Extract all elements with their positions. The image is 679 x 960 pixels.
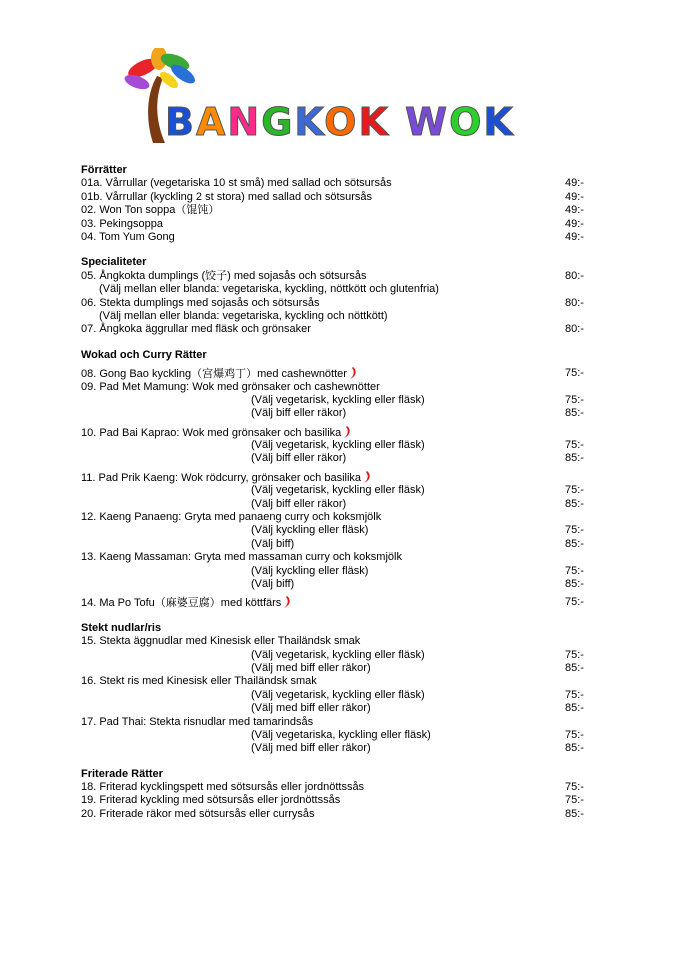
- menu-item-text: [81, 297, 319, 310]
- menu-item-text: [81, 426, 351, 440]
- menu-item-label: 16. Stekt ris med Kinesisk eller Thailändsk smak: [81, 675, 317, 688]
- menu-item-option: [81, 578, 601, 591]
- menu-item-text: [251, 565, 368, 578]
- restaurant-logo: [105, 48, 575, 148]
- menu-item-text: [251, 742, 371, 755]
- menu-item-option: [81, 498, 601, 511]
- menu-item-text: [81, 471, 371, 485]
- chili-spicy-icon: [349, 367, 357, 379]
- menu-item-price: 75:-: [565, 524, 584, 537]
- menu-item-label: (Välj vegetarisk, kyckling eller fläsk): [251, 439, 425, 452]
- menu-item-label: (Välj biff eller räkor): [251, 452, 347, 465]
- menu-item: [81, 511, 601, 524]
- menu-section: [81, 164, 601, 244]
- logo-letter: K: [358, 100, 390, 144]
- menu-item-option: [81, 407, 601, 420]
- menu-item-label: 01a. Vårrullar (vegetariska 10 st små) med sallad och sötsursås: [81, 177, 392, 190]
- logo-letter: B: [165, 100, 196, 144]
- menu-item-text: [251, 439, 425, 452]
- logo-text: [165, 100, 515, 144]
- menu-item-price: 75:-: [565, 688, 584, 701]
- menu-item-option: [81, 310, 601, 323]
- section-heading: Friterade Rätter: [81, 767, 163, 780]
- menu-item-label: 13. Kaeng Massaman: Gryta med massaman curry och koksmjölk: [81, 551, 402, 564]
- menu-item-option: [81, 742, 601, 755]
- menu-item-label: (Välj vegetariska, kyckling eller fläsk): [251, 728, 431, 741]
- section-heading: Stekt nudlar/ris: [81, 621, 162, 634]
- menu-item-label: (Välj kyckling eller fläsk): [251, 564, 369, 577]
- menu-item-price: 49:-: [565, 230, 584, 243]
- menu-item-label: 18. Friterad kycklingspett med sötsursås eller jordnöttssås: [81, 781, 365, 794]
- menu-item-text: [81, 675, 317, 688]
- menu-item-option: [81, 649, 601, 662]
- menu-item-price: 49:-: [565, 190, 584, 203]
- menu-item-text: [81, 781, 364, 794]
- menu-item-price: 49:-: [565, 204, 584, 217]
- menu-item-text: [81, 231, 175, 244]
- menu-item-text: [81, 794, 340, 807]
- menu-item-price: 85:-: [565, 807, 584, 820]
- menu-item-label: 01b. Vårrullar (kyckling 2 st stora) med sallad och sötsursås: [81, 190, 373, 203]
- chili-spicy-icon: [363, 471, 371, 483]
- menu-item-price: 75:-: [565, 393, 584, 406]
- menu-item-price: 75:-: [565, 781, 584, 794]
- menu-section: [81, 768, 601, 822]
- menu-item: [81, 426, 601, 439]
- menu-section: [81, 622, 601, 756]
- menu-item-text: [251, 394, 425, 407]
- menu-item-option: [81, 729, 601, 742]
- menu-item-label: 19. Friterad kyckling med sötsursås eller jordnöttssås: [81, 794, 341, 807]
- menu-item-label: (Välj kyckling eller fläsk): [251, 524, 369, 537]
- menu-item-label: 05. Ångkokta dumplings (饺子) med sojasås och sötsursås: [81, 269, 367, 282]
- menu-item-label: 10. Pad Bai Kaprao: Wok med grönsaker och basilika: [81, 426, 342, 439]
- menu-item-text: [251, 578, 294, 591]
- logo-letter: O: [449, 100, 484, 144]
- menu-item-text: [251, 498, 346, 511]
- menu-item-label: (Välj vegetarisk, kyckling eller fläsk): [251, 484, 425, 497]
- menu-item-text: [81, 596, 291, 610]
- menu-item: [81, 635, 601, 648]
- menu-item-label: 20. Friterade räkor med sötsursås eller currysås: [81, 807, 315, 820]
- menu-item-label: 17. Pad Thai: Stekta risnudlar med tamarindsås: [81, 715, 314, 728]
- logo-letter: A: [195, 100, 228, 144]
- menu-item-label: (Välj mellan eller blanda: vegetariska, kyckling, nöttkött och glutenfria): [99, 283, 439, 296]
- menu-item-price: 75:-: [565, 794, 584, 807]
- logo-letter: K: [294, 100, 325, 144]
- menu-item-text: [81, 270, 367, 283]
- menu-item-text: [251, 662, 371, 675]
- menu-item: [81, 716, 601, 729]
- menu-item: [81, 381, 601, 394]
- menu-item-price: 85:-: [565, 661, 584, 674]
- menu-item-label: (Välj biff eller räkor): [251, 497, 347, 510]
- menu-item-price: 75:-: [565, 367, 584, 380]
- menu-item-text: [81, 551, 402, 564]
- logo-letter: O: [324, 100, 359, 144]
- menu-item-text: [81, 367, 357, 381]
- menu-item-label: 04. Tom Yum Gong: [81, 230, 175, 243]
- menu-item-label: (Välj med biff eller räkor): [251, 661, 371, 674]
- chili-spicy-icon: [343, 426, 351, 438]
- menu-item-option: [81, 452, 601, 465]
- menu-item-price: 75:-: [565, 484, 584, 497]
- menu-item-text: [81, 204, 219, 217]
- menu-item-price: 85:-: [565, 742, 584, 755]
- menu-item: [81, 191, 601, 204]
- menu-item: [81, 675, 601, 688]
- menu-item-price: 85:-: [565, 497, 584, 510]
- menu-item-price: 85:-: [565, 407, 584, 420]
- menu-item-text: [251, 407, 346, 420]
- logo-letter: K: [483, 100, 515, 144]
- menu-item-label: (Välj med biff eller räkor): [251, 702, 371, 715]
- menu-item-text: [81, 218, 163, 231]
- logo-letter: N: [227, 100, 262, 144]
- menu-item: [81, 218, 601, 231]
- menu-item: [81, 270, 601, 283]
- menu-item: [81, 323, 601, 336]
- menu-item-text: [81, 716, 313, 729]
- menu-item-price: 75:-: [565, 728, 584, 741]
- menu-item: [81, 367, 601, 380]
- menu-item-label: (Välj vegetarisk, kyckling eller fläsk): [251, 393, 425, 406]
- menu-item: [81, 781, 601, 794]
- menu-item-label: 15. Stekta äggnudlar med Kinesisk eller Thailändsk smak: [81, 635, 361, 648]
- logo-letter: [390, 100, 405, 144]
- menu-item-price: 85:-: [565, 537, 584, 550]
- menu-item-label: 14. Ma Po Tofu（麻婆豆腐）med köttfärs: [81, 597, 282, 610]
- menu-item: [81, 204, 601, 217]
- menu-item-price: 80:-: [565, 269, 584, 282]
- menu-item-label: 11. Pad Prik Kaeng: Wok rödcurry, grönsaker och basilika: [81, 471, 362, 484]
- menu-item-option: [81, 662, 601, 675]
- menu-item-option: [81, 538, 601, 551]
- menu-item-label: 06. Stekta dumplings med sojasås och sötsursås: [81, 296, 320, 309]
- menu-item-label: (Välj vegetarisk, kyckling eller fläsk): [251, 648, 425, 661]
- logo-letter: W: [405, 100, 450, 144]
- menu-item-label: (Välj vegetarisk, kyckling eller fläsk): [251, 688, 425, 701]
- menu-item-price: 49:-: [565, 217, 584, 230]
- menu-item-option: [81, 565, 601, 578]
- menu-item-price: 75:-: [565, 564, 584, 577]
- menu-section: [81, 256, 601, 336]
- menu-item-text: [251, 729, 431, 742]
- menu-item-text: [81, 808, 315, 821]
- menu-item-option: [81, 484, 601, 497]
- menu-item-price: 85:-: [565, 452, 584, 465]
- section-heading: Wokad och Curry Rätter: [81, 348, 207, 361]
- menu-item-label: 09. Pad Met Mamung: Wok med grönsaker och cashewnötter: [81, 380, 380, 393]
- menu-item-text: [81, 511, 381, 524]
- menu-item-price: 85:-: [565, 577, 584, 590]
- menu-item-text: [81, 323, 311, 336]
- menu-item-option: [81, 524, 601, 537]
- menu-item-text: [251, 649, 425, 662]
- chili-spicy-icon: [283, 596, 291, 608]
- menu-item-text: [99, 310, 388, 323]
- menu-item-text: [251, 702, 371, 715]
- logo-letter: G: [261, 100, 295, 144]
- menu-item-label: (Välj biff eller räkor): [251, 407, 347, 420]
- menu-item-label: (Välj med biff eller räkor): [251, 742, 371, 755]
- menu-item-label: (Välj mellan eller blanda: vegetariska, kyckling och nöttkött): [99, 309, 388, 322]
- section-heading: Förrätter: [81, 164, 127, 176]
- menu-item-label: (Välj biff): [251, 577, 295, 590]
- menu-item-text: [251, 689, 425, 702]
- menu-item-label: 12. Kaeng Panaeng: Gryta med panaeng curry och koksmjölk: [81, 511, 382, 524]
- menu-item: [81, 808, 601, 821]
- section-heading: Specialiteter: [81, 256, 147, 269]
- menu-item: [81, 794, 601, 807]
- menu-item-label: 03. Pekingsoppa: [81, 217, 163, 230]
- menu-item: [81, 471, 601, 484]
- menu-item-label: 08. Gong Bao kyckling（宫爆鸡丁）med cashewnötter: [81, 368, 347, 381]
- menu-item: [81, 297, 601, 310]
- menu-item-price: 85:-: [565, 702, 584, 715]
- menu-item-label: 07. Ångkoka äggrullar med fläsk och grönsaker: [81, 323, 311, 336]
- menu-item-label: 02. Won Ton soppa（馄饨）: [81, 204, 220, 217]
- menu-item-text: [251, 484, 425, 497]
- menu-item: [81, 596, 601, 609]
- menu-item-text: [81, 177, 392, 190]
- menu-item-text: [251, 524, 368, 537]
- menu-item-price: 75:-: [565, 648, 584, 661]
- menu-item-text: [81, 381, 380, 394]
- menu-item-option: [81, 702, 601, 715]
- menu-item-price: 80:-: [565, 296, 584, 309]
- menu-item-text: [251, 452, 346, 465]
- menu-item-text: [81, 191, 372, 204]
- menu-item-label: (Välj biff): [251, 537, 295, 550]
- menu-item-option: [81, 283, 601, 296]
- menu-item-option: [81, 689, 601, 702]
- menu-item-text: [81, 635, 360, 648]
- menu-item-price: 80:-: [565, 323, 584, 336]
- menu-item-price: 75:-: [565, 439, 584, 452]
- menu-item-text: [99, 283, 439, 296]
- menu-section: [81, 349, 601, 610]
- menu-item-price: 75:-: [565, 596, 584, 609]
- menu-item-option: [81, 394, 601, 407]
- menu-item: [81, 177, 601, 190]
- menu-item: [81, 231, 601, 244]
- menu-item-price: 49:-: [565, 177, 584, 190]
- menu-item-text: [251, 538, 294, 551]
- menu: [81, 164, 601, 821]
- menu-item-option: [81, 439, 601, 452]
- menu-item: [81, 551, 601, 564]
